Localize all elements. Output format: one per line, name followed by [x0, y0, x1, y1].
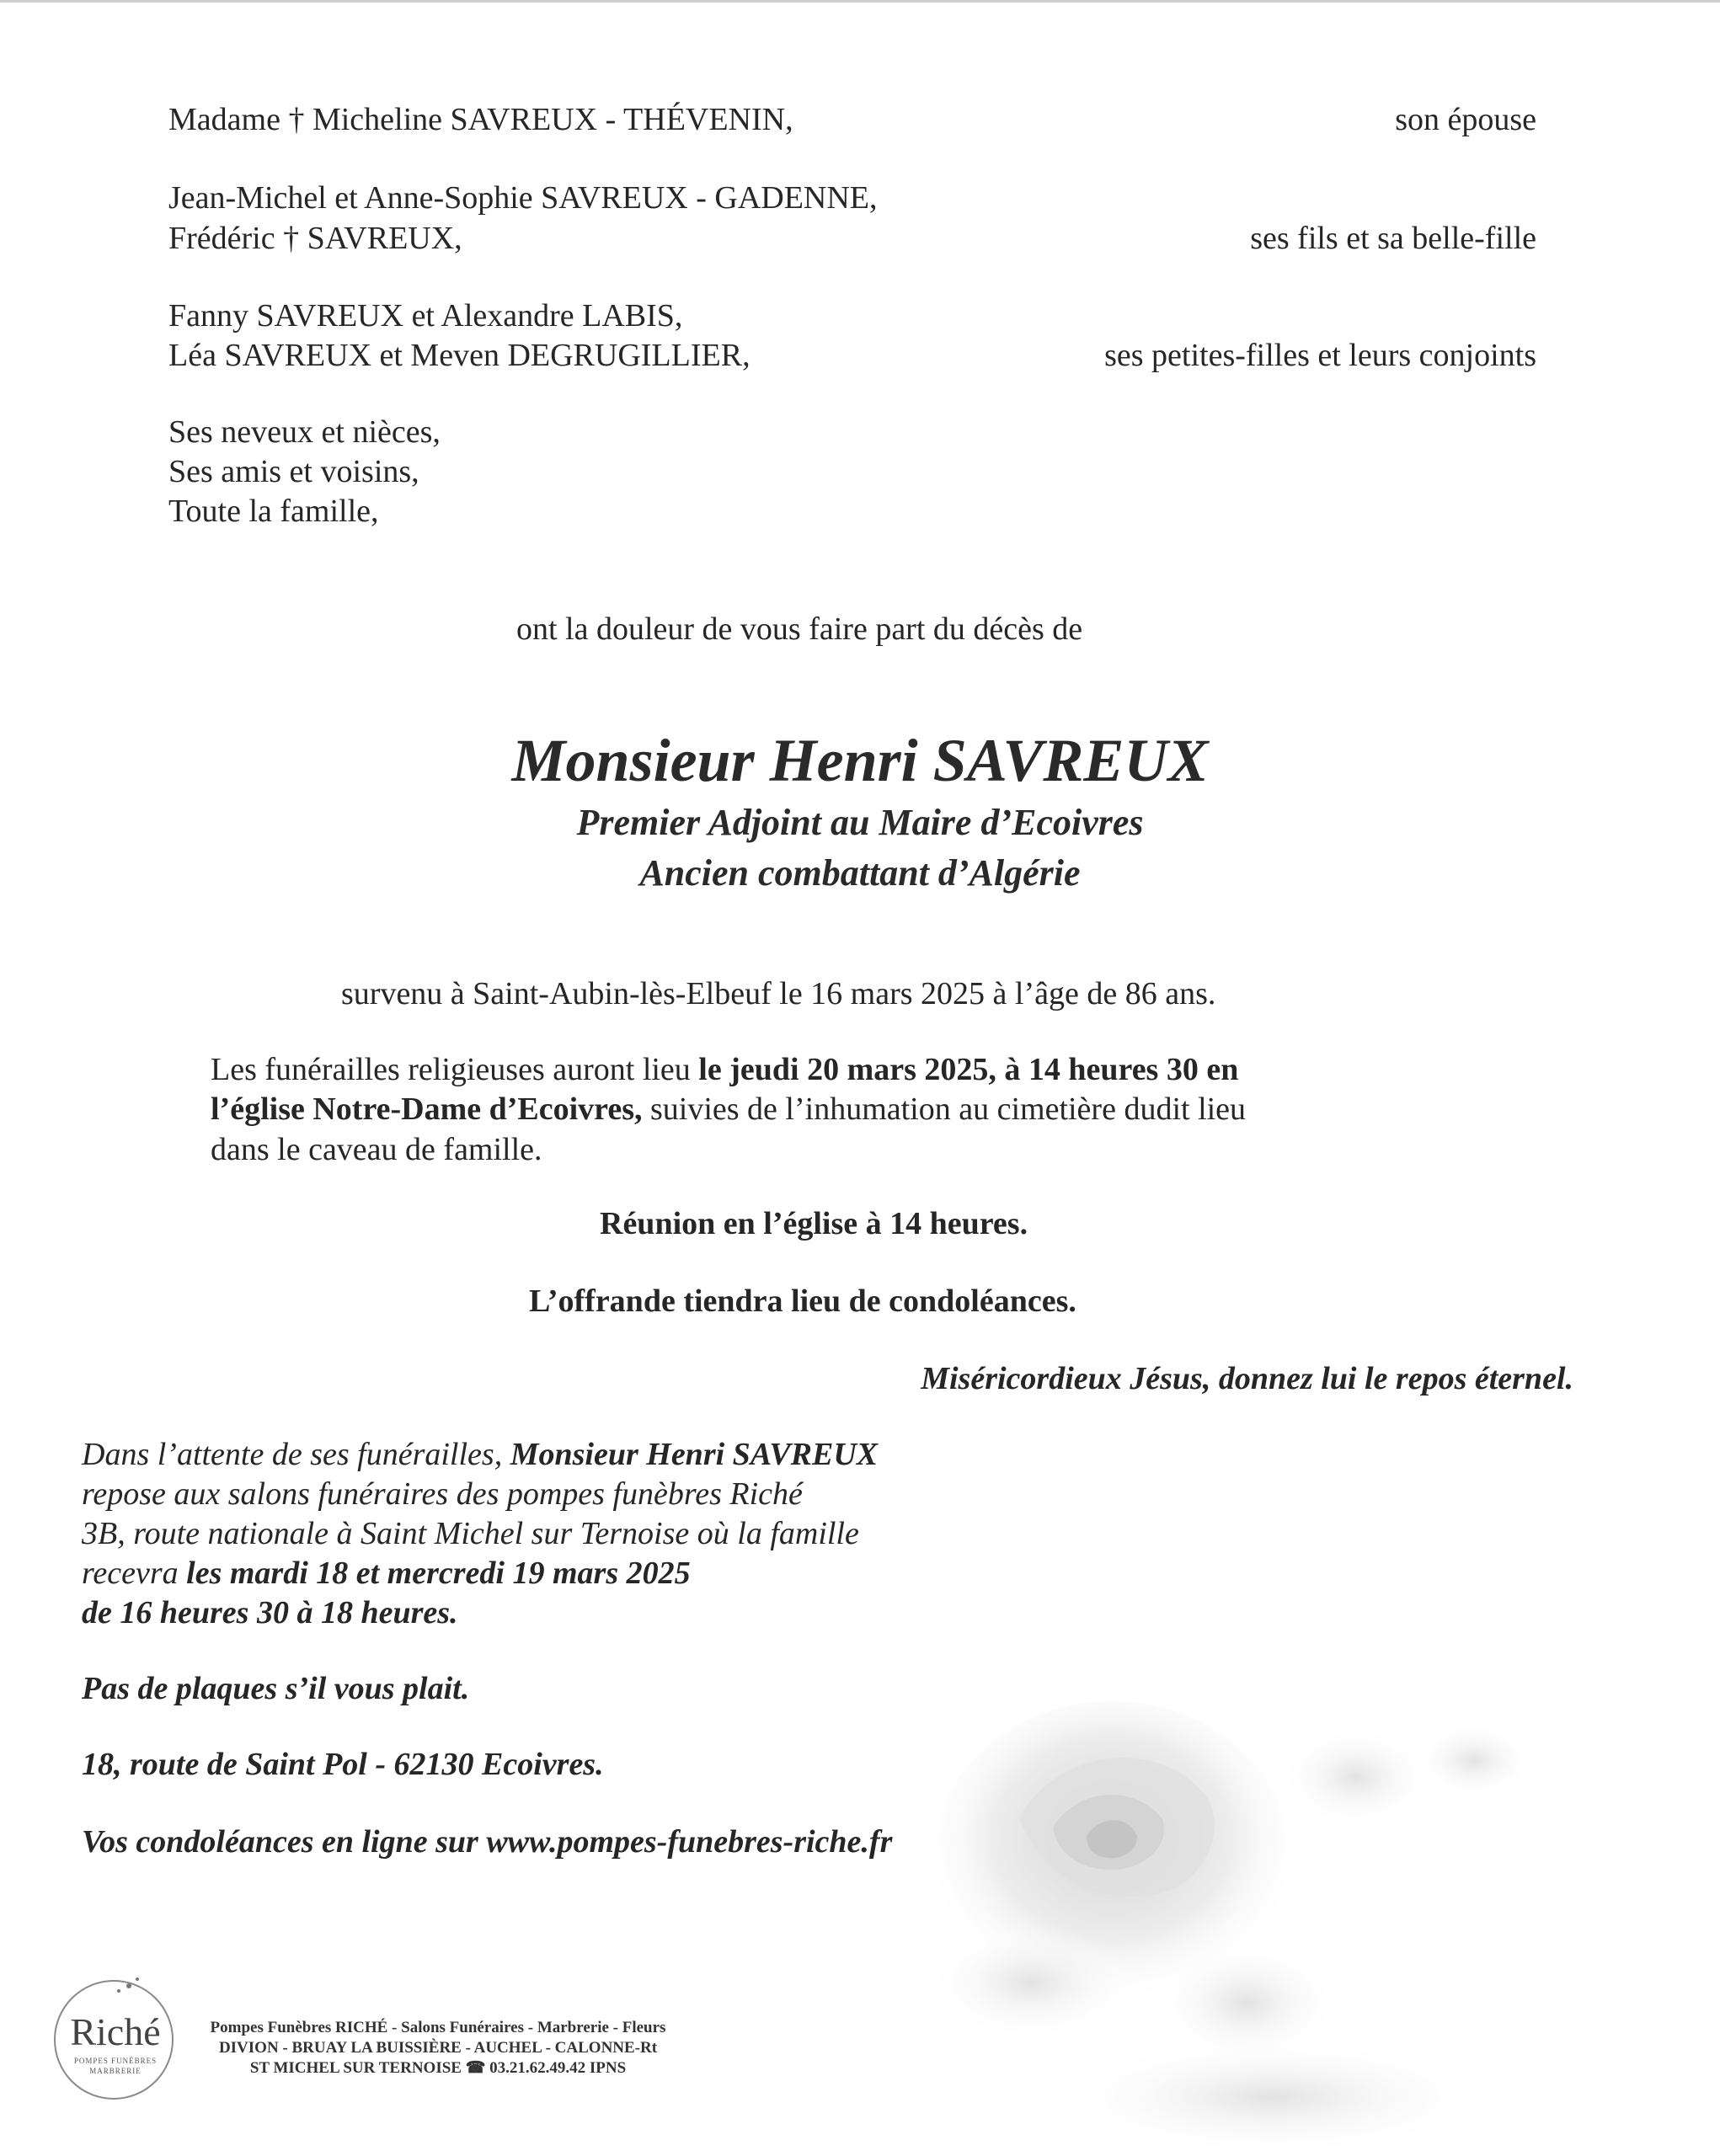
granddaughters-relation: ses petites-filles et leurs conjoints: [1104, 338, 1536, 373]
rest-deceased-name: Monsieur Henri SAVREUX: [510, 1437, 879, 1472]
rest-line-4-italic: recevra: [82, 1556, 187, 1591]
visiting-days: les mardi 18 et mercredi 19 mars 2025: [186, 1556, 691, 1591]
rest-line-1: [82, 1433, 878, 1476]
spouse-name: Madame † Micheline SAVREUX - THÉVENIN,: [168, 102, 793, 137]
sons-line-2: Frédéric † SAVREUX,: [168, 221, 462, 256]
rest-line-2: repose aux salons funéraires des pompes funèbres Riché: [82, 1476, 803, 1512]
top-edge: [0, 0, 1720, 3]
funeral-church: l’église Notre-Dame d’Ecoivres,: [211, 1091, 643, 1127]
relatives-line-2: Ses amis et voisins,: [168, 454, 419, 489]
footer-line-3: [168, 2058, 708, 2079]
logo-subtitle-1: POMPES FUNÈBRES: [73, 2057, 158, 2065]
sons-relation: ses fils et sa belle-fille: [1250, 221, 1536, 256]
funeral-line-1-normal: Les funérailles religieuses auront lieu: [211, 1052, 699, 1087]
footer-town: ST MICHEL SUR TERNOISE: [249, 2059, 462, 2077]
meeting-info: Réunion en l’église à 14 heures.: [600, 1206, 1028, 1241]
offering-info: L’offrande tiendra lieu de condoléances.: [529, 1283, 1076, 1319]
footer-phone: 03.21.62.49.42 IPNS: [489, 2059, 627, 2077]
deceased-title-1: Premier Adjoint au Maire d’Ecoivres: [576, 802, 1144, 843]
funeral-date-time: le jeudi 20 mars 2025, à 14 heures 30 en: [698, 1052, 1239, 1087]
rest-line-4: [82, 1552, 691, 1594]
relatives-line-1: Ses neveux et nièces,: [168, 414, 441, 450]
telephone-icon: ☎: [465, 2059, 486, 2077]
funeral-line-2-normal: suivies de l’inhumation au cimetière dudit lieu: [642, 1091, 1247, 1127]
funeral-line-1: [211, 1049, 1238, 1091]
granddaughters-line-1: Fanny SAVREUX et Alexandre LABIS,: [168, 298, 683, 334]
footer-line-1: Pompes Funèbres RICHÉ - Salons Funéraires - Marbrerie - Fleurs: [210, 2019, 666, 2036]
prayer-text: Miséricordieux Jésus, donnez lui le repos éternel.: [921, 1361, 1573, 1396]
relatives-line-3: Toute la famille,: [168, 494, 379, 529]
logo-subtitle-2: MARBRERIE: [89, 2067, 142, 2075]
rose-decoration-image: [834, 1701, 1720, 2156]
granddaughters-line-2: Léa SAVREUX et Meven DEGRUGILLIER,: [168, 338, 750, 373]
footer-line-2: DIVION - BRUAY LA BUISSIÈRE - AUCHEL - CALONNE-Rt: [218, 2039, 658, 2057]
deceased-title-2: Ancien combattant d’Algérie: [639, 852, 1081, 894]
logo-name: Riché: [70, 2010, 161, 2053]
spouse-relation: son épouse: [1395, 102, 1536, 137]
sons-line-1: Jean-Michel et Anne-Sophie SAVREUX - GADENNE,: [168, 180, 878, 216]
no-plaques-notice: Pas de plaques s’il vous plait.: [82, 1671, 470, 1706]
rest-line-3: 3B, route nationale à Saint Michel sur Ternoise où la famille: [82, 1516, 859, 1551]
rest-line-1-italic: Dans l’attente de ses funérailles,: [82, 1437, 510, 1472]
condolences-online: Vos condoléances en ligne sur www.pompes-funebres-riche.fr: [82, 1824, 893, 1860]
family-address: 18, route de Saint Pol - 62130 Ecoivres.: [82, 1747, 604, 1782]
deceased-name: Monsieur Henri SAVREUX: [511, 727, 1209, 794]
funeral-line-2: [211, 1088, 1246, 1130]
visiting-hours: de 16 heures 30 à 18 heures.: [82, 1595, 458, 1630]
announcement-text: ont la douleur de vous faire part du décès de: [516, 611, 1083, 647]
funeral-line-3: dans le caveau de famille.: [211, 1132, 542, 1167]
death-info: survenu à Saint-Aubin-lès-Elbeuf le 16 mars 2025 à l’âge de 86 ans.: [341, 976, 1216, 1011]
